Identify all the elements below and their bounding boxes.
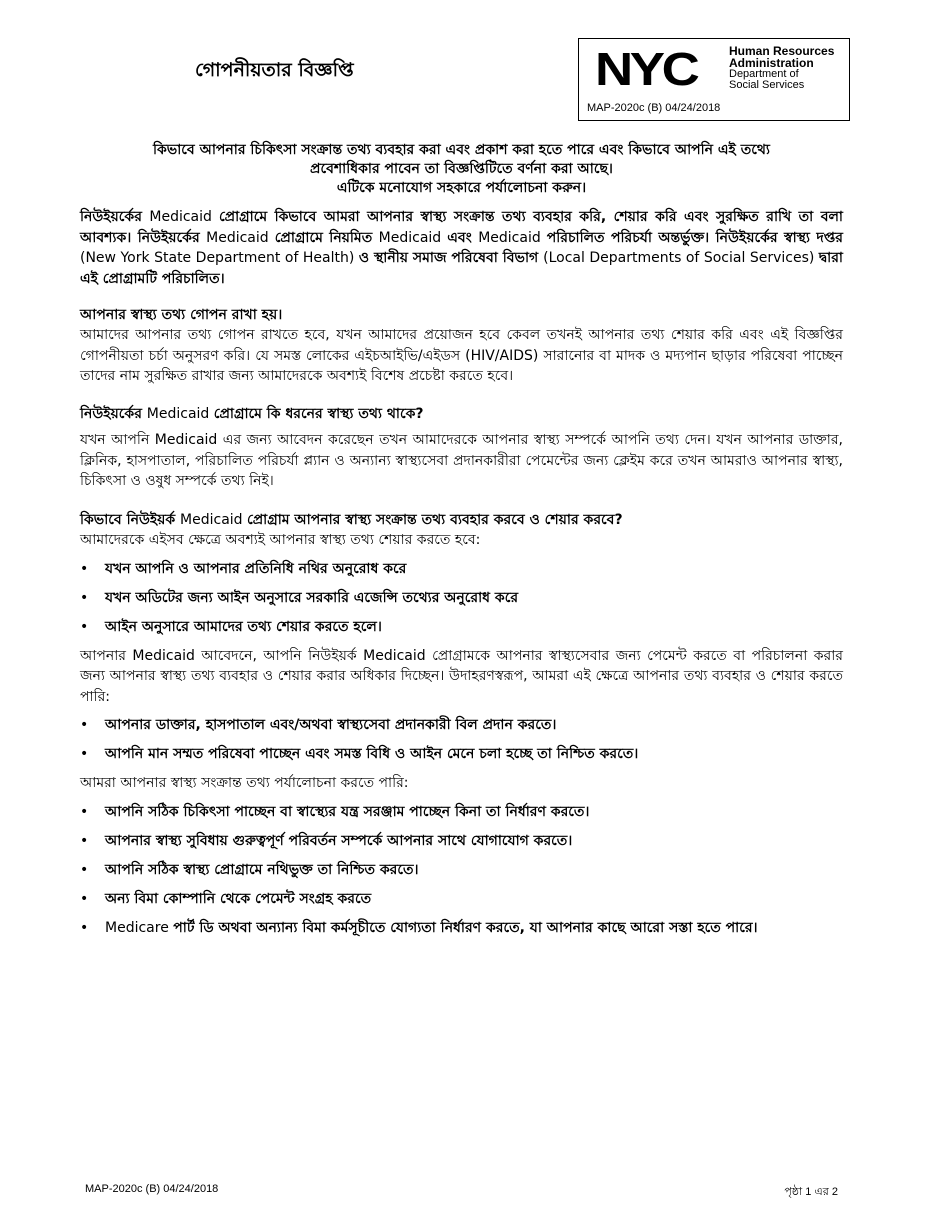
list-item: • যখন অডিটের জন্য আইন অনুসারে সরকারি এজেন্সি তথ্যের অনুরোধ করে (80, 588, 843, 608)
text: Medicaid (206, 229, 275, 246)
list-item: • আপনার ডাক্তার, হাসপাতাল এবং/অথবা স্বাস্থ্যসেবা প্রদানকারী বিল প্রদান করতে। (80, 715, 843, 735)
text: Medicaid (149, 209, 219, 225)
consent-text: আপনার Medicaid আবেদনে, আপনি নিউইয়র্ক Medicaid প্রোগ্রামকে আপনার স্বাস্থ্যসেবার জন্য পেমেন্ট করতে বা পরিচালনা করার জন্য আপনার স্বাস্থ্য তথ্য ব্যবহার ও শেয়ার করার অধিকার দিচ্ছেন। উদাহরণস্বরূপ, আমরা এই ক্ষেত্রে আপনার তথ্য ব্যবহার ও শেয়ার করতে পারি: (80, 647, 843, 705)
must-share-list (80, 559, 843, 637)
header-form-id: MAP-2020c (B) 04/24/2018 (587, 102, 721, 114)
text: কিভাবে নিউইয়র্ক (80, 512, 181, 528)
list-item: • আপনার স্বাস্থ্য সুবিধায় গুরুত্বপূর্ণ পরিবর্তন সম্পর্কে আপনার সাথে যোগাযোগ করতে। (80, 831, 843, 851)
section-body: আমাদের আপনার তথ্য গোপন রাখতে হবে, যখন আমাদের প্রয়োজন হবে কেবল তখনই আপনার তথ্য শেয়ার করি এবং এই বিজ্ঞপ্তির গোপনীয়তা চর্চা অনুসরণ করি। যে সমস্ত লোকের এইচআইভি/এইডস (HIV/AIDS) সারানোর বা মাদক ও মদ্যপান ছাড়ার পরিষেবা পাচ্ছেন তাদের নাম সুরক্ষিত রাখার জন্য আমাদেরকে অবশ্যই বিশেষ প্রচেষ্টা করতে হবে। (80, 327, 843, 384)
dept-line-2: Social Services (729, 79, 805, 91)
footer-form-id: MAP-2020c (B) 04/24/2018 (85, 1183, 219, 1195)
intro-notice (80, 141, 843, 198)
list-item (80, 918, 843, 938)
section-heading (80, 404, 843, 424)
list-item: • অন্য বিমা কোম্পানি থেকে পেমেন্ট সংগ্রহ করতে (80, 889, 843, 909)
text: প্রোগ্রাম আপনার স্বাস্থ্য সংক্রান্ত তথ্য ব্যবহার করবে ও শেয়ার করবে? (247, 512, 623, 528)
text: প্রোগ্রামে কি ধরনের স্বাস্থ্য তথ্য থাকে? (213, 406, 424, 422)
intro-line-1: কিভাবে আপনার চিকিৎসা সংক্রান্ত তথ্য ব্যবহার করা এবং প্রকাশ করা হতে পারে এবং কিভাবে আপনি এই তথ্যে (153, 142, 770, 158)
must-share-intro: আমাদেরকে এইসব ক্ষেত্রে অবশ্যই আপনার স্বাস্থ্য তথ্য শেয়ার করতে হবে: (80, 532, 481, 548)
text: পরিচালিত পরিচর্যা অন্তর্ভুক্ত। নিউইয়র্কের স্বাস্থ্য দপ্তর (546, 229, 843, 246)
review-list (80, 802, 843, 938)
text: Medicare (105, 919, 174, 936)
program-overview-paragraph (80, 207, 843, 289)
agency-name (729, 45, 834, 91)
agency-line-2: Administration (729, 56, 814, 70)
text: নিউইয়র্কের (80, 406, 147, 422)
intro-line-2: প্রবেশাধিকার পাবেন তা বিজ্ঞপ্তিটিতে বর্ণনা করা আছে। (310, 161, 613, 177)
text: Medicaid (146, 406, 214, 422)
nyc-logo: NYC (595, 43, 697, 95)
agency-line-1: Human Resources (729, 44, 835, 58)
list-item: • আইন অনুসারে আমাদের তথ্য শেয়ার করতে হলে। (80, 617, 843, 637)
text: Medicaid (378, 229, 448, 246)
text: প্রোগ্রামে নিয়মিত (274, 229, 379, 246)
dept-line-1: Department of (729, 68, 799, 80)
page-number: পৃষ্ঠা 1 এর 2 (784, 1186, 838, 1198)
text: ও স্থানীয় সমাজ পরিষেবা বিভাগ (358, 250, 544, 266)
text: (New York State Department of Health) (80, 250, 359, 266)
section-heading (80, 510, 843, 530)
page-title: গোপনীয়তার বিজ্ঞপ্তি (195, 59, 354, 81)
text: দ্বারা এই প্রোগ্রামটি পরিচালিত। (80, 250, 843, 287)
text: পার্ট ডি অথবা অন্যান্য বিমা কর্মসূচীতে যোগ্যতা নির্ধারণ করতে, যা আপনার কাছে আরো সস্তা হতে পারে। (173, 919, 758, 936)
list-item: • আপনি সঠিক চিকিৎসা পাচ্ছেন বা স্বাস্থ্যের যন্ত্র সরঞ্জাম পাচ্ছেন কিনা তা নির্ধারণ করতে। (80, 802, 843, 822)
section-privacy (80, 305, 843, 387)
section-body: যখন আপনি Medicaid এর জন্য আবেদন করেছেন তখন আমাদেরকে আপনার স্বাস্থ্য সম্পর্কে আপনি তথ্য দেন। যখন আপনার ডাক্তার, ক্লিনিক, হাসপাতাল, পরিচালিত পরিচর্যা প্ল্যান ও অন্যান্য স্বাস্থ্যসেবা প্রদানকারীরা পেমেন্টের জন্য ক্লেইম করে তখন আমরাও আপনার স্বাস্থ্য, চিকিৎসা ও ওষুধ সম্পর্কে তথ্য নিই। (80, 432, 843, 489)
text: Medicaid (180, 512, 248, 528)
section-heading: আপনার স্বাস্থ্য তথ্য গোপন রাখা হয়। (80, 307, 283, 323)
text: এবং (447, 229, 479, 246)
consent-list (80, 715, 843, 764)
section-info-kind (80, 404, 843, 492)
list-item: • যখন আপনি ও আপনার প্রতিনিধি নথির অনুরোধ করে (80, 559, 843, 579)
intro-line-3: এটিকে মনোযোগ সহকারে পর্যালোচনা করুন। (336, 180, 587, 196)
text: নিউইয়র্কের (80, 209, 150, 225)
text: (Local Departments of Social Services) (543, 250, 819, 266)
list-item: • আপনি সঠিক স্বাস্থ্য প্রোগ্রামে নথিভুক্ত তা নিশ্চিত করতে। (80, 860, 843, 880)
section-use-share (80, 510, 843, 938)
list-item: • আপনি মান সম্মত পরিষেবা পাচ্ছেন এবং সমস্ত বিধি ও আইন মেনে চলা হচ্ছে তা নিশ্চিত করতে। (80, 744, 843, 764)
agency-logo-box (578, 38, 850, 121)
text: Medicaid (478, 229, 547, 246)
review-intro: আমরা আপনার স্বাস্থ্য সংক্রান্ত তথ্য পর্যালোচনা করতে পারি: (80, 775, 409, 791)
text: প্রোগ্রামে কিভাবে আমরা আপনার স্বাস্থ্য সংক্রান্ত তথ্য ব্যবহার করি, শেয়ার করি এবং সুরক্ষিত রাখি তা বলা আবশ্যক। নিউইয়র্কের (80, 209, 843, 246)
